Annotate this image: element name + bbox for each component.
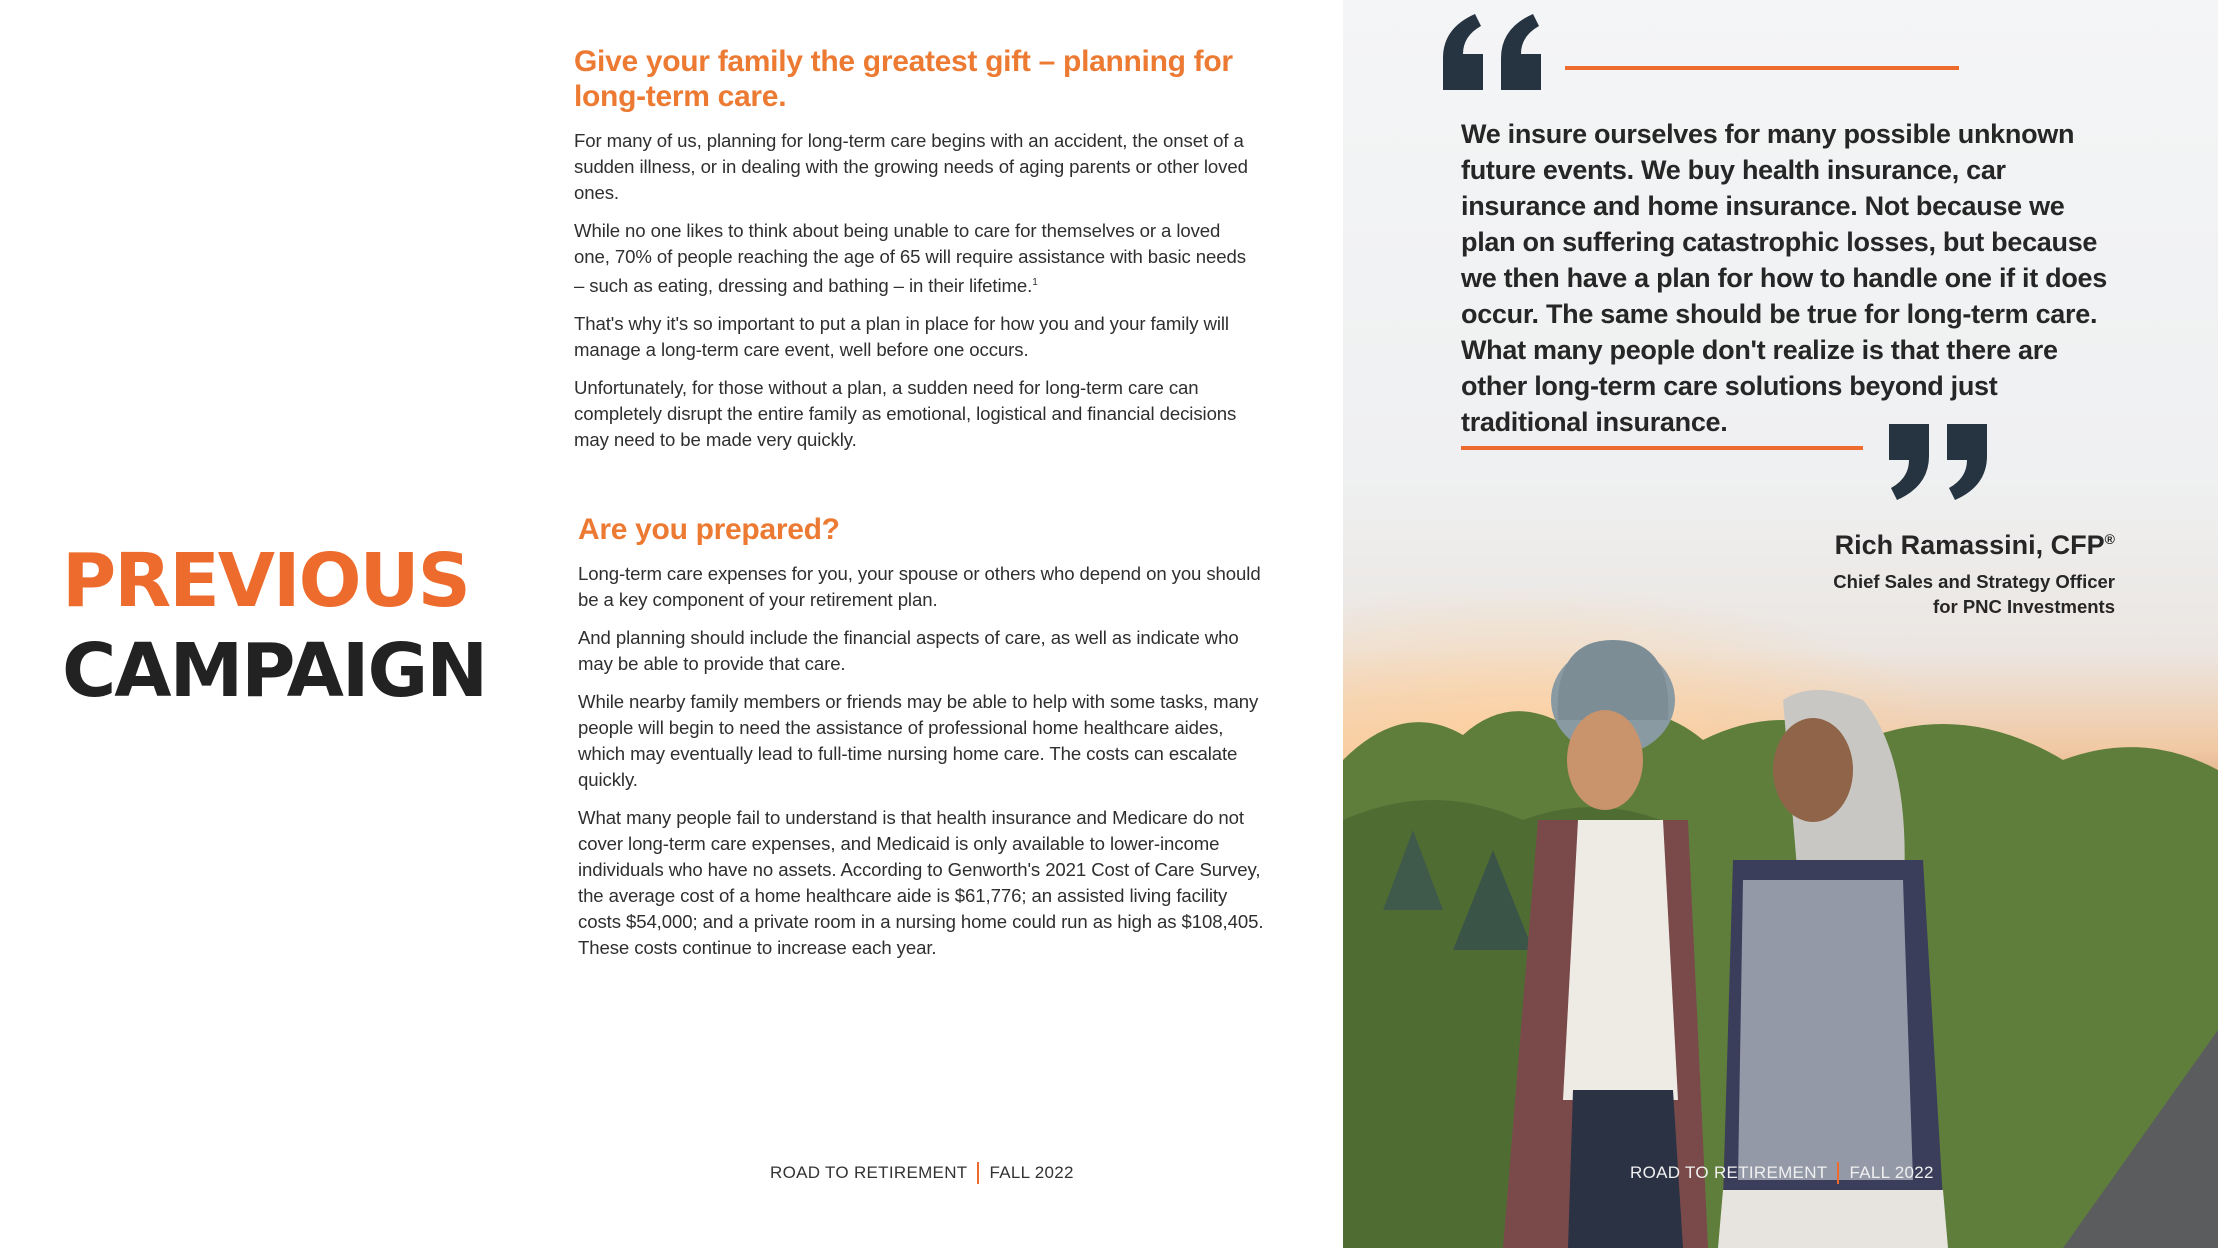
section-are-you-prepared [578, 512, 1264, 973]
footer-issue-right: FALL 2022 [1849, 1163, 1934, 1182]
section2-paragraph-3: While nearby family members or friends may be able to help with some tasks, many people will begin to need the assistance of professional home healthcare aides, which may eventually lead to full-time nursing home care. The costs can escalate quickly. [578, 691, 1259, 790]
section2-heading: Are you prepared? [578, 513, 840, 546]
registered-mark: ® [2104, 531, 2115, 547]
footnote-mark: 1 [1032, 277, 1038, 288]
quote-attribution [1833, 530, 2115, 619]
close-quote-icon [1881, 420, 2001, 510]
quote-text: We insure ourselves for many possible unknown future events. We buy health insurance, car insurance and home insurance. Not because we plan on suffering catastrophic losses, but because we then have a plan for how to handle one if it does occur. The same should be true for long-term care. What many people don't realize is that there are other long-term care solutions beyond just traditional insurance. [1461, 119, 2107, 437]
footer-divider [977, 1162, 979, 1184]
author-title-line1: Chief Sales and Strategy Officer [1833, 571, 2115, 592]
section2-paragraph-4: What many people fail to understand is that health insurance and Medicare do not cover long-term care expenses, and Medicaid is only available to lower-income individuals who have no assets. According to Genworth's 2021 Cost of Care Survey, the average cost of a home healthcare aide is $61,776; an assisted living facility costs $54,000; and a private room in a nursing home could run as high as $108,405. These costs continue to increase each year. [578, 807, 1264, 958]
campaign-label [62, 536, 486, 716]
quote-photo-panel [1343, 0, 2218, 1248]
section1-paragraph-4: Unfortunately, for those without a plan, a sudden need for long-term care can completely disrupt the entire family as emotional, logistical and financial decisions may need to be made very quickly. [574, 377, 1237, 451]
author-title-line2: for PNC Investments [1933, 596, 2115, 617]
campaign-label-line1: PREVIOUS [62, 538, 469, 624]
section2-paragraph-1: Long-term care expenses for you, your spouse or others who depend on you should be a key component of your retirement plan. [578, 563, 1261, 610]
campaign-label-line2: CAMPAIGN [62, 628, 487, 714]
quote-rule-bottom [1461, 446, 1863, 450]
section1-paragraph-3: That's why it's so important to put a plan in place for how you and your family will manage a long-term care event, well before one occurs. [574, 313, 1229, 361]
footer-publication-right: ROAD TO RETIREMENT [1630, 1163, 1828, 1182]
footer-publication: ROAD TO RETIREMENT [770, 1163, 968, 1182]
author-name: Rich Ramassini, CFP® [1834, 530, 2115, 560]
section1-paragraph-2: While no one likes to think about being unable to care for themselves or a loved one, 70% of people reaching the age of 65 will require assistance with basic needs – such as eating, dressing and bathing – in their lifetime.$^1$ [574, 220, 1246, 297]
page-footer-left [770, 1162, 1074, 1184]
section2-paragraph-2: And planning should include the financial aspects of care, as well as indicate who may be able to provide that care. [578, 627, 1239, 674]
footer-divider-right [1837, 1162, 1839, 1184]
page-footer-right [1630, 1162, 1934, 1184]
quote-rule-top [1565, 66, 1959, 70]
section1-paragraph-1: For many of us, planning for long-term care begins with an accident, the onset of a sudden illness, or in dealing with the growing needs of aging parents or other loved ones. [574, 130, 1248, 203]
open-quote-icon [1435, 0, 1555, 100]
section1-heading: Give your family the greatest gift – planning for long-term care. [574, 45, 1233, 113]
section-long-term-care [574, 44, 1260, 465]
footer-issue: FALL 2022 [989, 1163, 1074, 1182]
